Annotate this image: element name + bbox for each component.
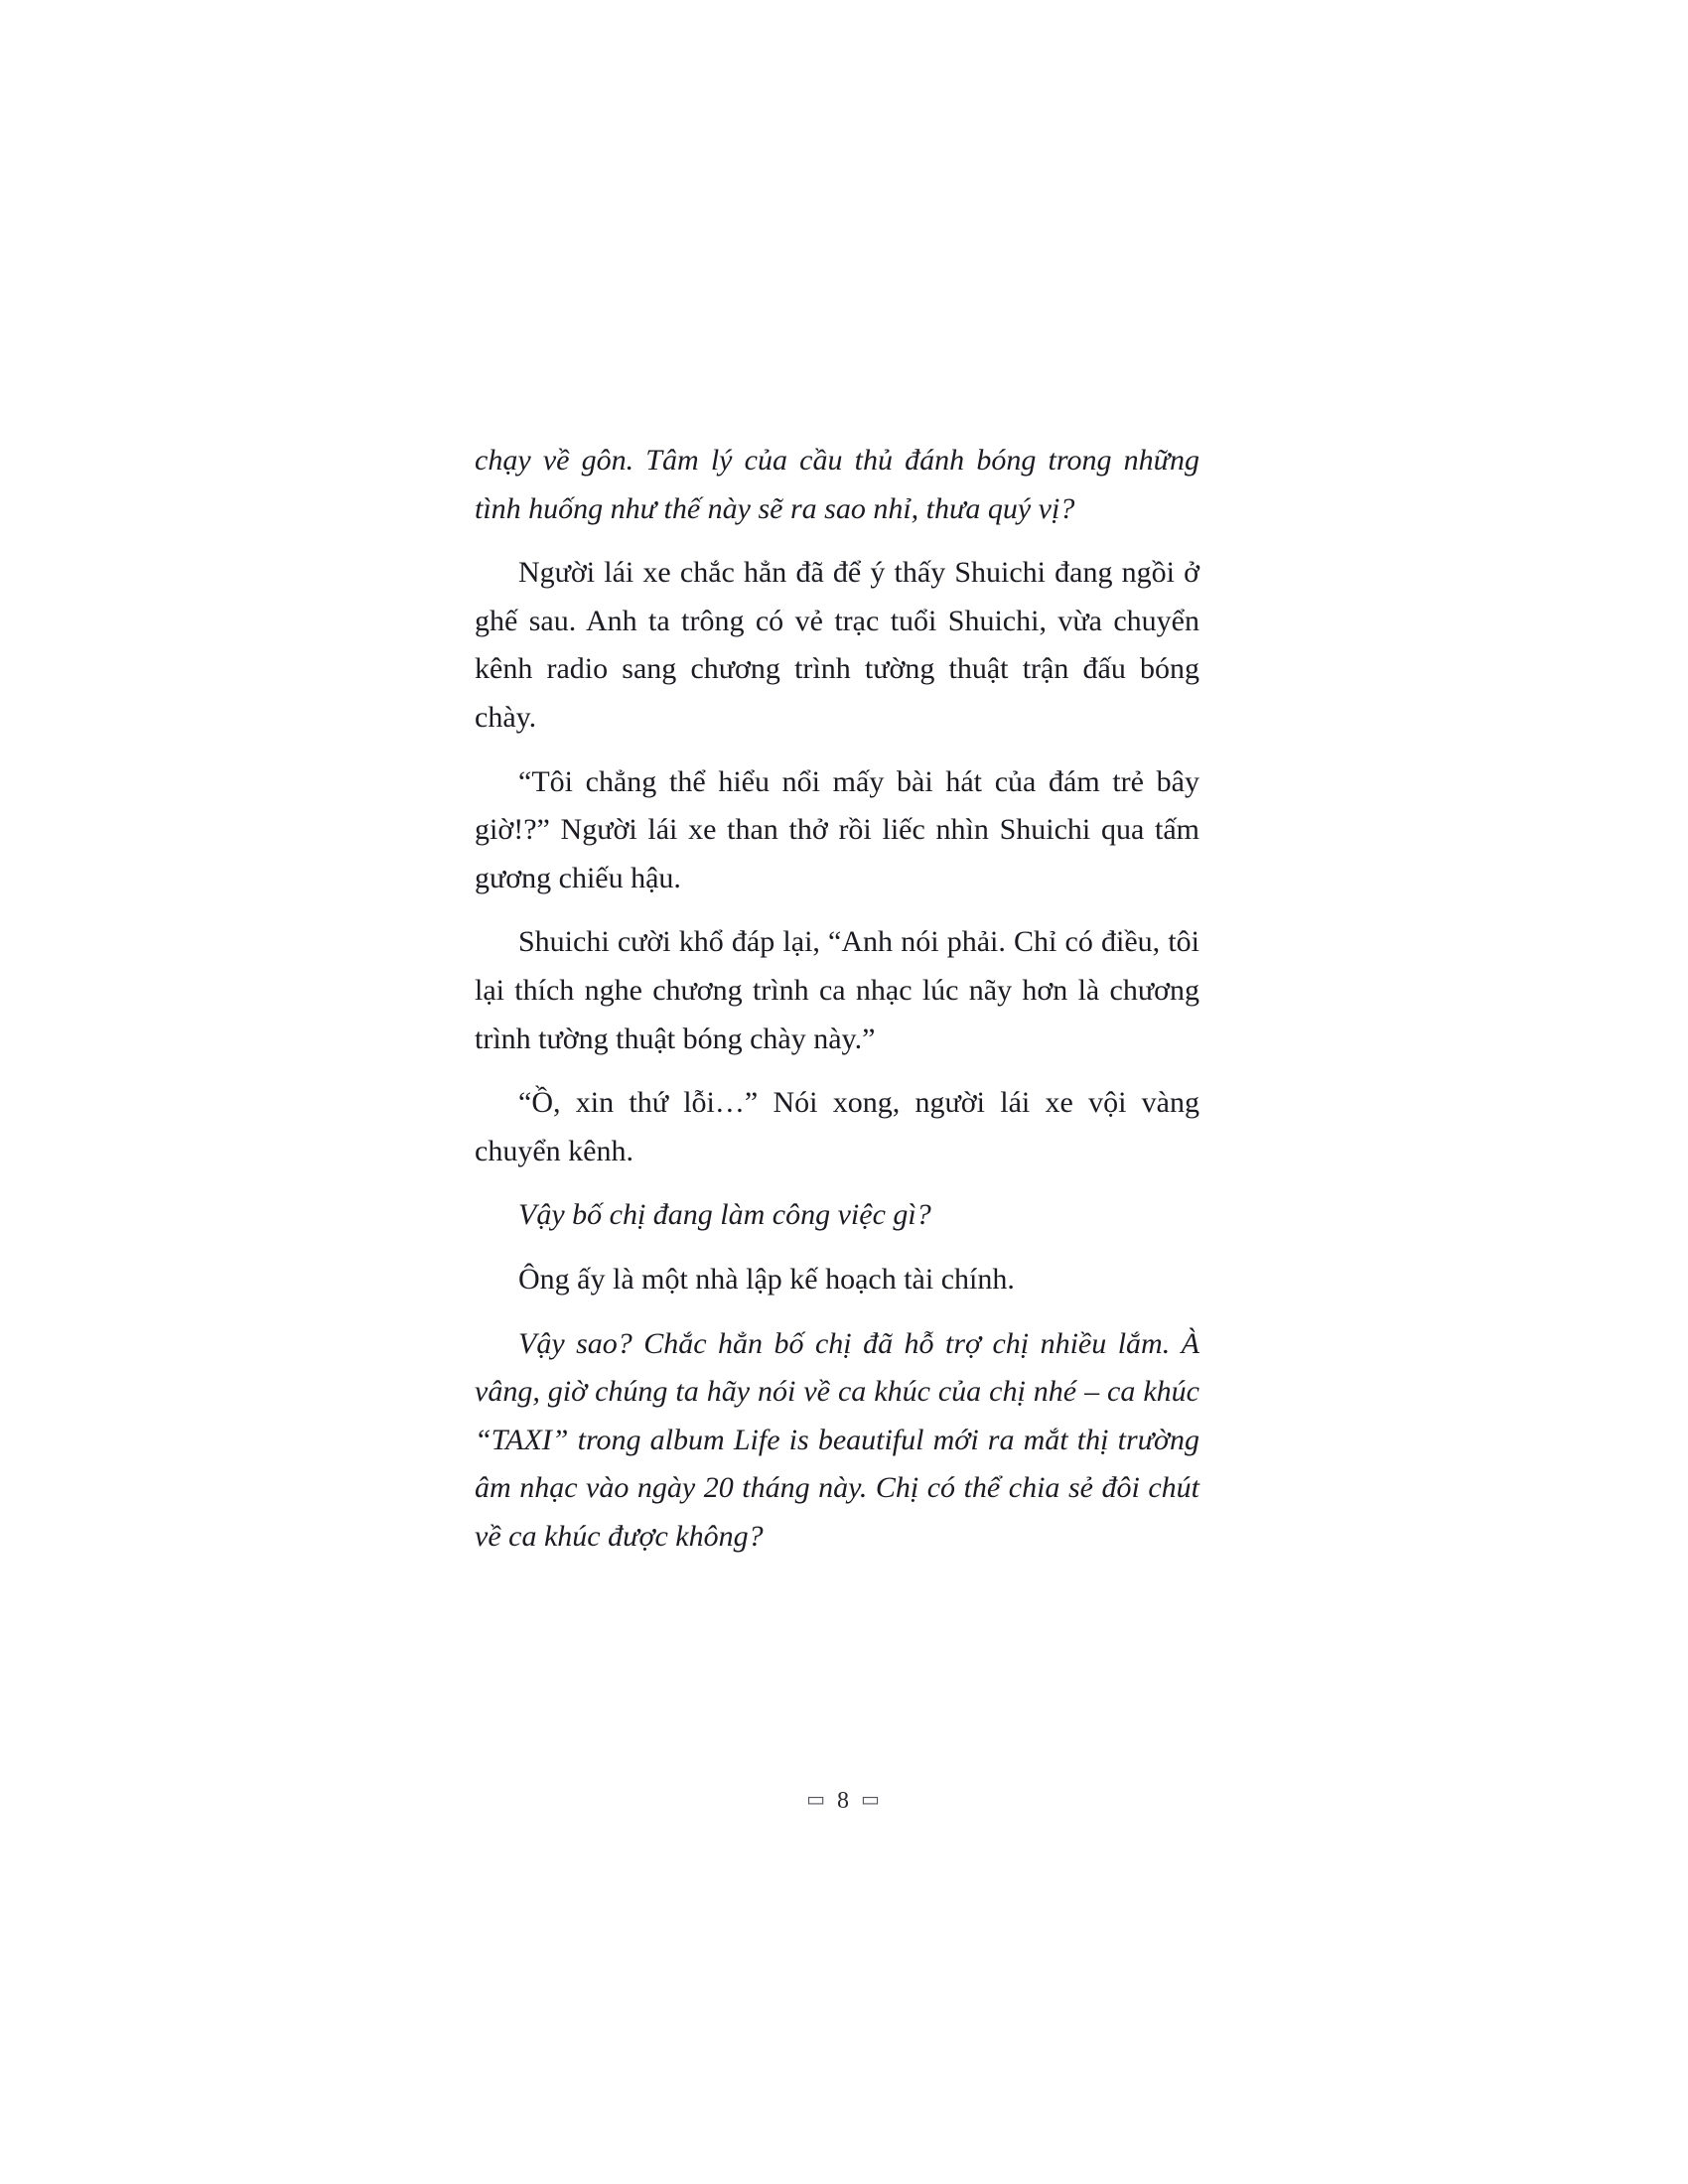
paragraph: Shuichi cười khổ đáp lại, “Anh nói phải. Chỉ có điều, tôi lại thích nghe chương trình ca nhạc lúc nãy hơn là chương trình tường thuật bóng chày này.” bbox=[475, 925, 1199, 1055]
page-folio bbox=[796, 1787, 892, 1815]
page-footer bbox=[0, 1787, 1688, 1815]
folio-right-ornament: ▭ bbox=[861, 1789, 882, 1811]
paragraph-interview-question: Vậy sao? Chắc hẳn bố chị đã hỗ trợ chị nhiều lắm. À vâng, giờ chúng ta hãy nói về ca khúc của chị nhé – ca khúc “TAXI” trong album Life is beautiful mới ra mắt thị trường âm nhạc vào ngày 20 tháng này. Chị có thể chia sẻ đôi chút về ca khúc được không? bbox=[475, 1326, 1199, 1553]
paragraph-interview-question: Vậy bố chị đang làm công việc gì? bbox=[518, 1198, 931, 1232]
folio-left-ornament: ▭ bbox=[806, 1789, 827, 1811]
body-text-block bbox=[475, 437, 1199, 1576]
paragraph: Người lái xe chắc hẳn đã để ý thấy Shuichi đang ngồi ở ghế sau. Anh ta trông có vẻ trạc tuổi Shuichi, vừa chuyển kênh radio sang chương trình tường thuật trận đấu bóng chày. bbox=[475, 556, 1199, 734]
paragraph: “Ồ, xin thứ lỗi…” Nói xong, người lái xe vội vàng chuyển kênh. bbox=[475, 1086, 1199, 1167]
paragraph: “Tôi chẳng thể hiểu nổi mấy bài hát của đám trẻ bây giờ!?” Người lái xe than thở rồi liếc nhìn Shuichi qua tấm gương chiếu hậu. bbox=[475, 764, 1199, 894]
page-number: 8 bbox=[837, 1788, 851, 1814]
paragraph-continuation: chạy về gôn. Tâm lý của cầu thủ đánh bóng trong những tình huống như thế này sẽ ra sao nhỉ, thưa quý vị? bbox=[475, 444, 1199, 525]
paragraph-interview-answer: Ông ấy là một nhà lập kế hoạch tài chính. bbox=[518, 1262, 1015, 1296]
